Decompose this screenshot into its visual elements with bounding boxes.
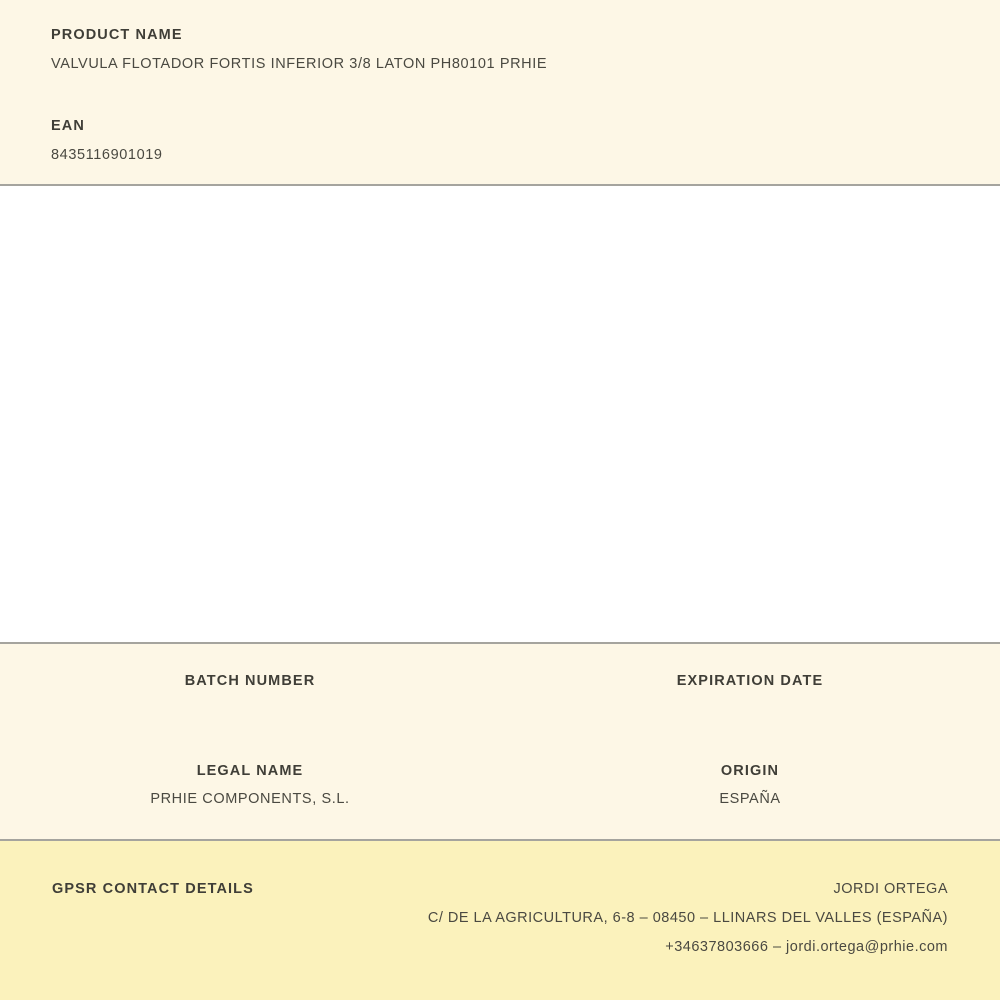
- batch-number-value: [0, 697, 500, 713]
- ean-label: EAN: [51, 118, 85, 134]
- product-name-block: [51, 27, 949, 72]
- ean-value: 8435116901019: [51, 147, 163, 163]
- gpsr-contact-label: GPSR CONTACT DETAILS: [52, 881, 254, 897]
- batch-number-cell: [0, 673, 500, 713]
- contact-person-name: JORDI ORTEGA: [833, 881, 948, 897]
- expiration-date-label: EXPIRATION DATE: [676, 673, 824, 689]
- product-details-section: [0, 644, 1000, 841]
- legal-name-value: PRHIE COMPONENTS, S.L.: [150, 791, 350, 807]
- gpsr-contact-section: [0, 841, 1000, 1000]
- product-name-value: VALVULA FLOTADOR FORTIS INFERIOR 3/8 LATON PH80101 PRHIE: [51, 56, 548, 72]
- details-row-legal-origin: [0, 763, 1000, 807]
- gpsr-contact-lines: [428, 881, 948, 955]
- contact-phone-email: +34637803666 – jordi.ortega@prhie.com: [665, 939, 948, 955]
- batch-number-label: BATCH NUMBER: [184, 673, 316, 689]
- product-image-area: [0, 186, 1000, 644]
- legal-name-cell: [0, 763, 500, 807]
- product-name-label: PRODUCT NAME: [51, 27, 183, 43]
- details-row-batch-expiration: [0, 673, 1000, 713]
- origin-value: ESPAÑA: [719, 791, 781, 807]
- ean-block: [51, 118, 949, 163]
- product-header-section: [0, 0, 1000, 186]
- origin-cell: [500, 763, 1000, 807]
- contact-address: C/ DE LA AGRICULTURA, 6-8 – 08450 – LLINARS DEL VALLES (ESPAÑA): [427, 910, 948, 926]
- expiration-date-cell: [500, 673, 1000, 713]
- expiration-date-value: [500, 697, 1000, 713]
- legal-name-label: LEGAL NAME: [196, 763, 304, 779]
- origin-label: ORIGIN: [720, 763, 780, 779]
